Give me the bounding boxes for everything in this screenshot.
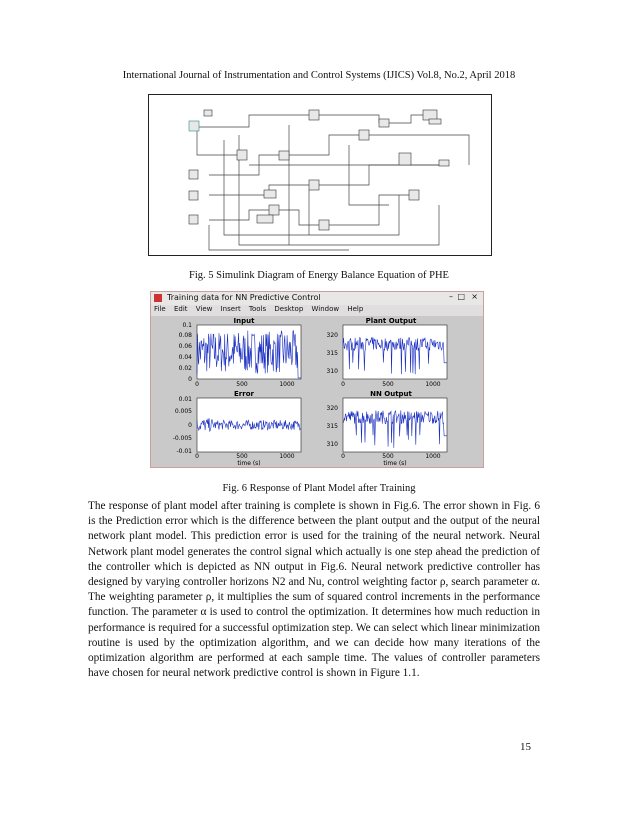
ytick-label: 320	[326, 332, 338, 339]
training-data-window	[150, 291, 484, 468]
xtick-label: 0	[195, 453, 199, 460]
menu-view[interactable]: View	[195, 305, 213, 313]
xtick-label: 1000	[425, 381, 441, 388]
xtick-label: 0	[341, 453, 345, 460]
subplot-title-error: Error	[234, 390, 254, 398]
subplot-error	[173, 390, 301, 467]
window-title-bar	[151, 292, 483, 305]
simulink-block-diagram	[149, 95, 491, 255]
matlab-icon	[154, 294, 162, 302]
ytick-label: 0.01	[178, 396, 192, 403]
ytick-label: 0.02	[178, 365, 192, 372]
close-icon[interactable]: ×	[471, 292, 478, 301]
xaxis-label: time (s)	[383, 460, 407, 467]
menu-edit[interactable]: Edit	[173, 305, 188, 313]
menu-window[interactable]: Window	[311, 305, 340, 313]
subplot-title-plant-output: Plant Output	[365, 317, 417, 325]
subplot-title-nn-output: NN Output	[370, 390, 412, 398]
subplot-nn-output	[327, 390, 447, 467]
xaxis-label: time (s)	[237, 460, 261, 467]
subplot-input	[179, 317, 301, 388]
xtick-label: 0	[341, 381, 345, 388]
menu-bar	[151, 305, 483, 316]
xtick-label: 500	[236, 381, 248, 388]
ytick-label: -0.01	[176, 448, 192, 455]
ytick-label: 0	[188, 376, 192, 383]
minimize-icon[interactable]: –	[449, 292, 453, 301]
ytick-label: 310	[326, 441, 338, 448]
maximize-icon[interactable]: □	[457, 292, 465, 301]
xtick-label: 1000	[425, 453, 441, 460]
ytick-label: -0.005	[172, 435, 192, 442]
xtick-label: 500	[382, 381, 394, 388]
plot-area-plant-output	[343, 325, 447, 379]
ytick-label: 320	[326, 405, 338, 412]
training-plots	[151, 316, 483, 467]
xtick-label: 1000	[279, 453, 295, 460]
menu-desktop[interactable]: Desktop	[274, 305, 304, 313]
subplot-title-input: Input	[233, 317, 255, 325]
simulink-diagram	[148, 94, 492, 256]
ytick-label: 315	[326, 350, 338, 357]
ytick-label: 0.06	[178, 343, 192, 350]
ytick-label: 0.04	[178, 354, 192, 361]
ytick-label: 0.005	[174, 408, 192, 415]
plot-area-nn-output	[343, 398, 447, 452]
ytick-label: 315	[326, 423, 338, 430]
menu-tools[interactable]: Tools	[248, 305, 267, 313]
menu-file[interactable]: File	[154, 305, 166, 313]
subplot-plant-output	[327, 317, 447, 388]
journal-header: International Journal of Instrumentation and Control Systems (IJICS) Vol.8, No.2, April 2018	[122, 70, 516, 81]
body-paragraph: The response of plant model after training is complete is shown in Fig.6. The error shown in Fig. 6 is the Prediction error which is the difference between the plant output and the output of the neural network plant model. This prediction error is used for the training of the neural network. Neural Network plant model generates the control signal which actually is one step ahead the prediction of the controller which is depicted as NN output in Fig.6. Neural network predictive controller has designed by varying controller horizons N2 and Nu, control weighting factor ρ, search parameter α. The weighting parameter ρ, it multiplies the sum of squared control increments in the performance function. The parameter α is used to control the optimization. It determines how much reduction in performance is required for a successful optimization step. We can select which linear minimization routine is used by the optimization algorithm, and we can decide how many iterations of the optimization algorithm are performed at each sample time. The values of controller parameters have chosen for neural network predictive control is shown in Figure 1.1.	[88, 500, 540, 680]
xtick-label: 500	[236, 453, 248, 460]
ytick-label: 0.1	[182, 322, 192, 329]
fig6-caption: Fig. 6 Response of Plant Model after Training	[222, 483, 416, 494]
xtick-label: 1000	[279, 381, 295, 388]
ytick-label: 310	[326, 368, 338, 375]
window-title: Training data for NN Predictive Control	[167, 293, 321, 302]
xtick-label: 500	[382, 453, 394, 460]
menu-insert[interactable]: Insert	[220, 305, 241, 313]
ytick-label: 0	[188, 422, 192, 429]
plot-area-error	[197, 398, 301, 452]
ytick-label: 0.08	[178, 332, 192, 339]
fig5-caption: Fig. 5 Simulink Diagram of Energy Balance Equation of PHE	[189, 270, 449, 281]
page-number: 15	[520, 741, 531, 753]
xtick-label: 0	[195, 381, 199, 388]
menu-help[interactable]: Help	[347, 305, 364, 313]
